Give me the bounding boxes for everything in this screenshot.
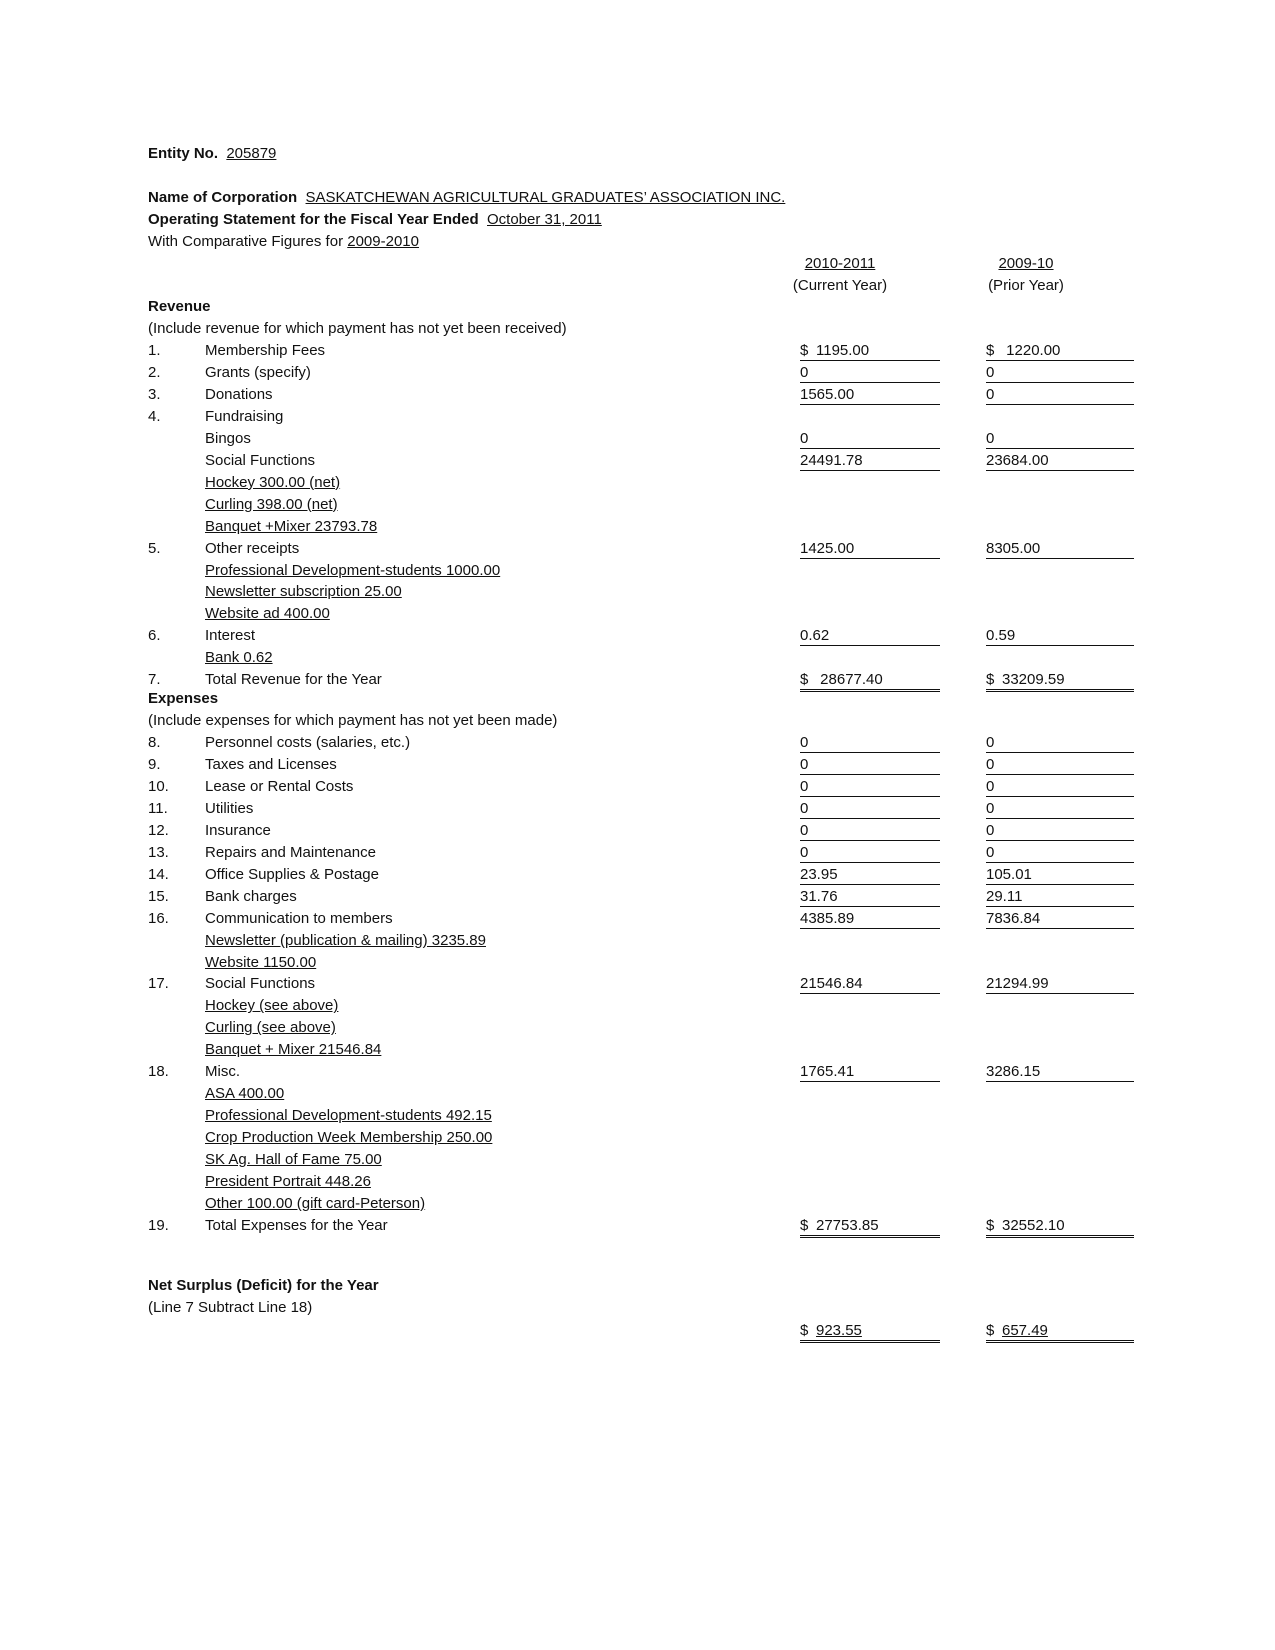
prior-year-value: 0.59 [986, 625, 1134, 646]
line-number: 3. [148, 385, 161, 403]
line-label: Interest [205, 627, 256, 645]
line-item [148, 538, 1138, 560]
expenses-note: (Include expenses for which payment has not yet been made) [148, 712, 558, 729]
current-year-value: 0 [800, 362, 940, 383]
prior-year-value: 29.11 [986, 886, 1134, 907]
current-year-value: $ 28677.40 [800, 669, 940, 692]
statement-label: Operating Statement for the Fiscal Year Ended [148, 211, 479, 228]
line-label: Social Functions [205, 451, 316, 469]
line-item [148, 732, 1138, 754]
line-item [148, 1215, 1138, 1237]
detail-line [148, 1149, 1138, 1171]
line-number: 12. [148, 821, 169, 839]
line-item [148, 428, 1138, 450]
current-year-value: 0 [800, 842, 940, 863]
detail-text: Curling 398.00 (net) [205, 495, 338, 513]
expenses-heading: Expenses [148, 690, 219, 707]
line-item [148, 362, 1138, 384]
detail-text: Website ad 400.00 [205, 605, 330, 623]
line-item [148, 669, 1138, 691]
detail-text: Crop Production Week Membership 250.00 [205, 1129, 493, 1147]
current-year-value: $ 1195.00 [800, 340, 940, 361]
line-number: 4. [148, 407, 161, 425]
detail-text: Hockey 300.00 (net) [205, 473, 341, 491]
line-label: Repairs and Maintenance [205, 843, 376, 861]
current-year-value: 0.62 [800, 625, 940, 646]
line-item [148, 754, 1138, 776]
detail-line [148, 1039, 1138, 1061]
net-current-value: $ 923.55 [800, 1320, 940, 1343]
prior-year-heading: 2009-10 [998, 255, 1054, 272]
line-label: Lease or Rental Costs [205, 777, 354, 795]
detail-text: Banquet + Mixer 21546.84 [205, 1041, 382, 1059]
line-label: Office Supplies & Postage [205, 865, 379, 883]
line-item [148, 908, 1138, 930]
prior-year-note: (Prior Year) [988, 277, 1064, 294]
detail-line [148, 952, 1138, 974]
detail-line [148, 995, 1138, 1017]
detail-text: SK Ag. Hall of Fame 75.00 [205, 1151, 382, 1169]
line-label: Donations [205, 385, 273, 403]
detail-text: Professional Development-students 492.15 [205, 1107, 492, 1125]
statement-value: October 31, 2011 [487, 211, 602, 228]
net-heading: Net Surplus (Deficit) for the Year [148, 1277, 379, 1294]
prior-year-value: 7836.84 [986, 908, 1134, 929]
line-number: 16. [148, 909, 169, 927]
line-number: 17. [148, 975, 169, 993]
line-number: 2. [148, 363, 161, 381]
detail-text: Curling (see above) [205, 1019, 336, 1037]
comparative-value: 2009-2010 [347, 233, 419, 250]
line-item [148, 340, 1138, 362]
revenue-note: (Include revenue for which payment has not yet been received) [148, 320, 567, 337]
detail-text: Website 1150.00 [205, 953, 317, 971]
line-number: 7. [148, 671, 161, 689]
current-year-value: 31.76 [800, 886, 940, 907]
prior-year-value: 23684.00 [986, 450, 1134, 471]
line-item [148, 973, 1138, 995]
line-number: 5. [148, 539, 161, 557]
comparative-line [148, 231, 419, 253]
current-year-heading: 2010-2011 [804, 255, 876, 272]
line-label: Total Revenue for the Year [205, 671, 382, 689]
detail-line [148, 1171, 1138, 1193]
net-note: (Line 7 Subtract Line 18) [148, 1299, 313, 1316]
detail-line [148, 930, 1138, 952]
detail-text: Newsletter subscription 25.00 [205, 583, 402, 601]
line-item [148, 820, 1138, 842]
line-item [148, 625, 1138, 647]
current-year-value: 23.95 [800, 864, 940, 885]
detail-line [148, 472, 1138, 494]
prior-year-value: 0 [986, 428, 1134, 449]
prior-year-value: 0 [986, 384, 1134, 405]
line-number: 19. [148, 1216, 169, 1234]
current-year-value: 0 [800, 428, 940, 449]
prior-year-value: 3286.15 [986, 1061, 1134, 1082]
detail-text: Banquet +Mixer 23793.78 [205, 517, 378, 535]
line-label: Communication to members [205, 909, 393, 927]
detail-line [148, 494, 1138, 516]
line-number: 1. [148, 342, 161, 359]
detail-line [148, 1017, 1138, 1039]
prior-year-value: 21294.99 [986, 973, 1134, 994]
entity-label: Entity No. [148, 145, 218, 162]
line-label: Social Functions [205, 975, 316, 993]
detail-text: Other 100.00 (gift card-Peterson) [205, 1194, 426, 1212]
line-label: Grants (specify) [205, 363, 311, 381]
line-label: Other receipts [205, 539, 300, 557]
line-item [148, 886, 1138, 908]
corporation-value: SASKATCHEWAN AGRICULTURAL GRADUATES’ ASSOCIATION INC. [305, 189, 786, 206]
line-label: Bank charges [205, 887, 297, 905]
detail-line [148, 1127, 1138, 1149]
prior-year-value: 0 [986, 732, 1134, 753]
line-item [148, 406, 1138, 428]
line-label: Misc. [205, 1063, 240, 1081]
detail-line [148, 1105, 1138, 1127]
line-number: 14. [148, 865, 169, 883]
line-label: Taxes and Licenses [205, 755, 337, 773]
detail-line [148, 560, 1138, 582]
current-year-value: 21546.84 [800, 973, 940, 994]
prior-year-value: 0 [986, 798, 1134, 819]
current-year-value: 0 [800, 754, 940, 775]
line-number: 6. [148, 627, 161, 645]
line-label: Bingos [205, 429, 251, 447]
line-item [148, 384, 1138, 406]
current-year-value: 0 [800, 732, 940, 753]
current-year-value: $ 27753.85 [800, 1215, 940, 1238]
current-year-value: 1425.00 [800, 538, 940, 559]
current-year-value: 0 [800, 776, 940, 797]
line-label: Utilities [205, 799, 254, 817]
line-number: 15. [148, 887, 169, 905]
current-year-value: 24491.78 [800, 450, 940, 471]
revenue-heading: Revenue [148, 298, 211, 315]
line-item [148, 864, 1138, 886]
current-year-value: 0 [800, 798, 940, 819]
detail-text: President Portrait 448.26 [205, 1173, 371, 1190]
line-label: Personnel costs (salaries, etc.) [205, 734, 411, 751]
line-item [148, 1061, 1138, 1083]
statement-line [148, 209, 602, 231]
line-label: Fundraising [205, 407, 284, 425]
entity-number-line [148, 143, 276, 165]
detail-text: ASA 400.00 [205, 1085, 285, 1103]
corporation-line [148, 187, 785, 209]
corporation-label: Name of Corporation [148, 189, 298, 206]
line-number: 18. [148, 1063, 169, 1081]
detail-line [148, 1193, 1138, 1215]
comparative-label: With Comparative Figures for [148, 233, 344, 250]
current-year-value: 4385.89 [800, 908, 940, 929]
detail-line [148, 647, 1138, 669]
detail-text: Hockey (see above) [205, 997, 339, 1015]
net-surplus-row [148, 1320, 1138, 1342]
prior-year-value: 0 [986, 776, 1134, 797]
line-item [148, 842, 1138, 864]
detail-line [148, 1083, 1138, 1105]
entity-value: 205879 [226, 145, 277, 162]
current-year-value: 0 [800, 820, 940, 841]
line-item [148, 798, 1138, 820]
current-year-value: 1565.00 [800, 384, 940, 405]
detail-text: Bank 0.62 [205, 649, 273, 667]
detail-line [148, 581, 1138, 603]
prior-year-value: $ 33209.59 [986, 669, 1134, 692]
detail-text: Professional Development-students 1000.00 [205, 561, 501, 579]
current-year-note: (Current Year) [792, 277, 888, 294]
prior-year-value: 0 [986, 362, 1134, 383]
prior-year-value: 0 [986, 842, 1134, 863]
line-number: 11. [148, 799, 168, 817]
detail-line [148, 603, 1138, 625]
line-item [148, 776, 1138, 798]
line-label: Total Expenses for the Year [205, 1216, 388, 1234]
prior-year-value: 0 [986, 820, 1134, 841]
prior-year-value: $ 1220.00 [986, 340, 1134, 361]
line-number: 8. [148, 734, 161, 751]
detail-text: Newsletter (publication & mailing) 3235.89 [205, 931, 486, 949]
detail-line [148, 516, 1138, 538]
prior-year-value: $ 32552.10 [986, 1215, 1134, 1238]
prior-year-value: 8305.00 [986, 538, 1134, 559]
line-label: Insurance [205, 821, 271, 839]
prior-year-value: 105.01 [986, 864, 1134, 885]
line-label: Membership Fees [205, 342, 326, 359]
line-number: 10. [148, 777, 169, 795]
line-number: 9. [148, 755, 161, 773]
line-item [148, 450, 1138, 472]
line-number: 13. [148, 843, 169, 861]
prior-year-value: 0 [986, 754, 1134, 775]
net-prior-value: $ 657.49 [986, 1320, 1134, 1343]
current-year-value: 1765.41 [800, 1061, 940, 1082]
